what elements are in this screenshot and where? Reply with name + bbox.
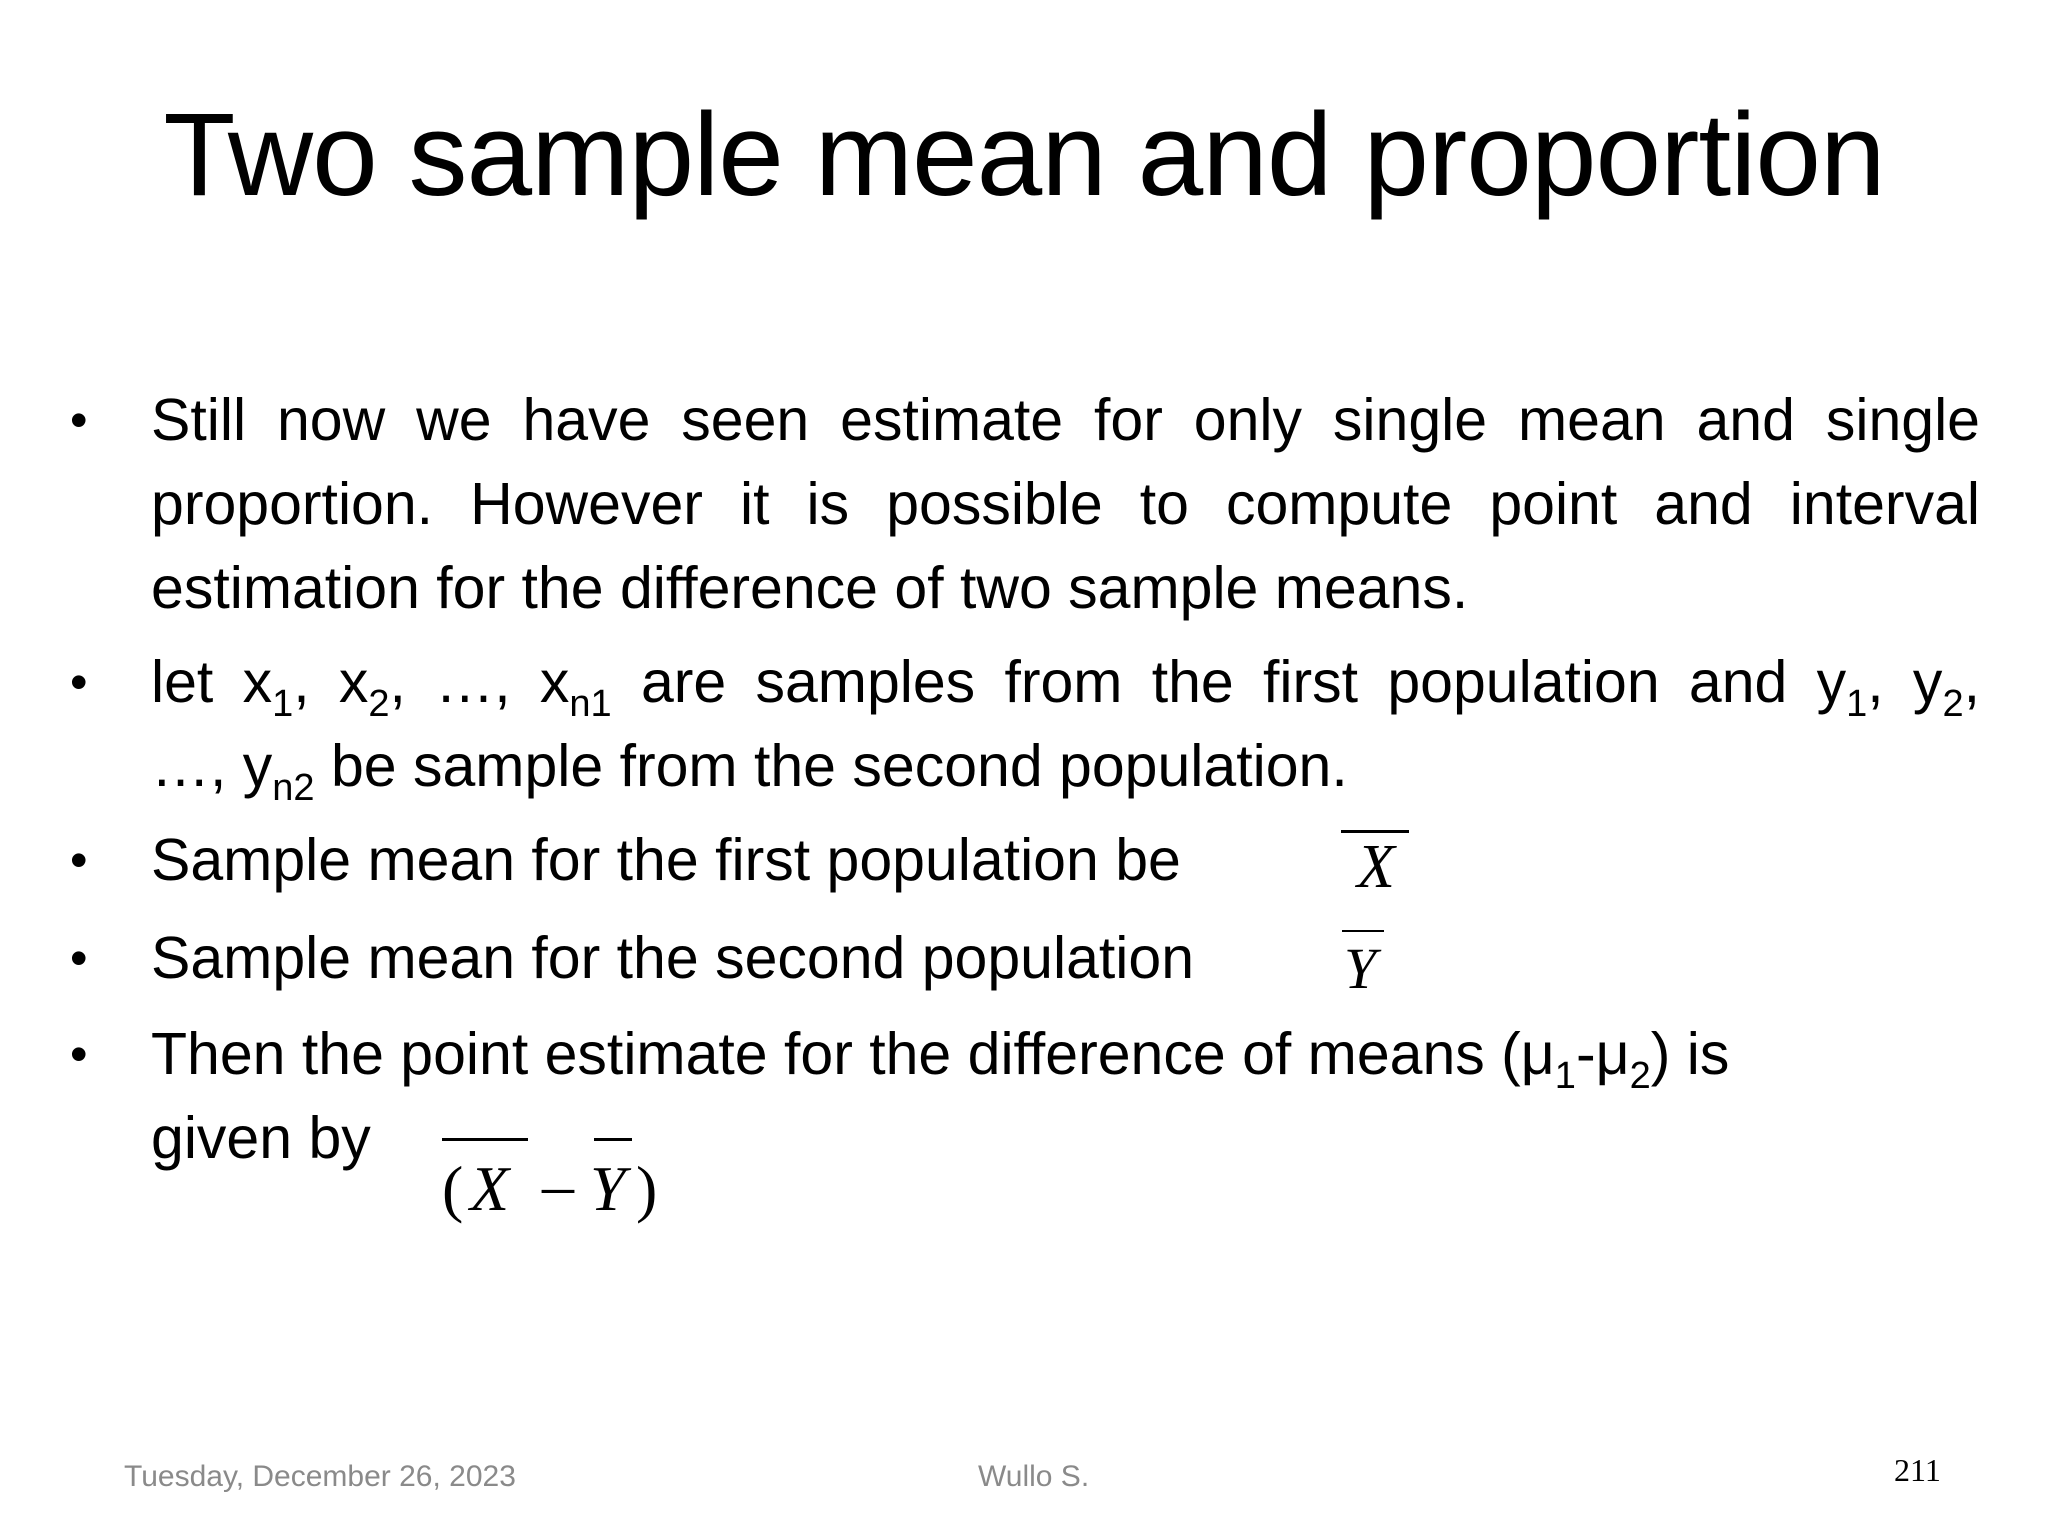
overbar bbox=[1342, 930, 1384, 932]
bullet-marker: • bbox=[70, 832, 88, 888]
subscript: 2 bbox=[368, 683, 390, 725]
bullet-text: Sample mean for the second population bbox=[151, 925, 1195, 991]
text-run: , …, x bbox=[389, 649, 570, 715]
text-run: , y bbox=[1867, 649, 1943, 715]
math-variable: Y bbox=[1344, 936, 1377, 1001]
y-bar-symbol bbox=[1342, 910, 1402, 1000]
bullet-item-4 bbox=[70, 916, 1980, 1000]
overbar bbox=[594, 1138, 632, 1141]
close-paren: ) bbox=[636, 1153, 658, 1224]
bullet-item-2 bbox=[70, 640, 1980, 808]
bullet-marker: • bbox=[70, 1026, 88, 1082]
text-run: -μ bbox=[1575, 1021, 1630, 1087]
text-run: ) is bbox=[1650, 1021, 1730, 1087]
subscript: 1 bbox=[1554, 1055, 1576, 1097]
footer-author: Wullo S. bbox=[978, 1460, 1090, 1493]
difference-of-means-formula bbox=[442, 1118, 682, 1238]
text-run: , bbox=[1963, 649, 1980, 715]
bullet-text: Sample mean for the first population be bbox=[151, 827, 1181, 893]
math-variable: Y bbox=[590, 1153, 626, 1224]
bullet-text-line-1 bbox=[151, 640, 1980, 724]
text-run: Then the point estimate for the difference of means (μ bbox=[151, 1021, 1555, 1087]
bullet-item-5 bbox=[70, 1012, 1980, 1180]
text-run: …, y bbox=[151, 733, 273, 799]
bullet-item-3 bbox=[70, 818, 1980, 902]
text-run: let x bbox=[151, 649, 273, 715]
subscript: 2 bbox=[1942, 683, 1964, 725]
bullet-list bbox=[70, 378, 1980, 1180]
math-variable: X bbox=[470, 1153, 510, 1224]
page-number: 211 bbox=[1894, 1452, 1941, 1488]
text-run: are samples from the first population and y bbox=[611, 649, 1847, 715]
bullet-marker: • bbox=[70, 930, 88, 986]
text-run: be sample from the second population. bbox=[314, 733, 1348, 799]
math-variable: X bbox=[1357, 833, 1395, 901]
bullet-text-line-1 bbox=[151, 1012, 1980, 1096]
slide-title: Two sample mean and proportion bbox=[163, 89, 1885, 221]
overbar bbox=[442, 1138, 528, 1141]
bullet-marker: • bbox=[70, 654, 88, 710]
x-bar-symbol bbox=[1339, 816, 1419, 906]
open-paren: ( bbox=[442, 1153, 464, 1224]
subscript: n2 bbox=[272, 767, 315, 809]
subscript: n1 bbox=[569, 683, 612, 725]
subscript: 2 bbox=[1629, 1055, 1651, 1097]
text-run: , x bbox=[293, 649, 369, 715]
bullet-text-line-2: given by bbox=[151, 1105, 371, 1171]
subscript: 1 bbox=[1846, 683, 1868, 725]
minus-sign: – bbox=[542, 1149, 574, 1220]
footer-date: Tuesday, December 26, 2023 bbox=[124, 1460, 516, 1493]
bullet-text-line-2 bbox=[151, 724, 1980, 808]
bullet-item-1 bbox=[70, 378, 1980, 630]
subscript: 1 bbox=[272, 683, 294, 725]
bullet-text: Still now we have seen estimate for only single mean and single proportion. However it is possible to compute point and interval estimation for the difference of two sample means. bbox=[151, 387, 1980, 621]
bullet-marker: • bbox=[70, 392, 88, 448]
